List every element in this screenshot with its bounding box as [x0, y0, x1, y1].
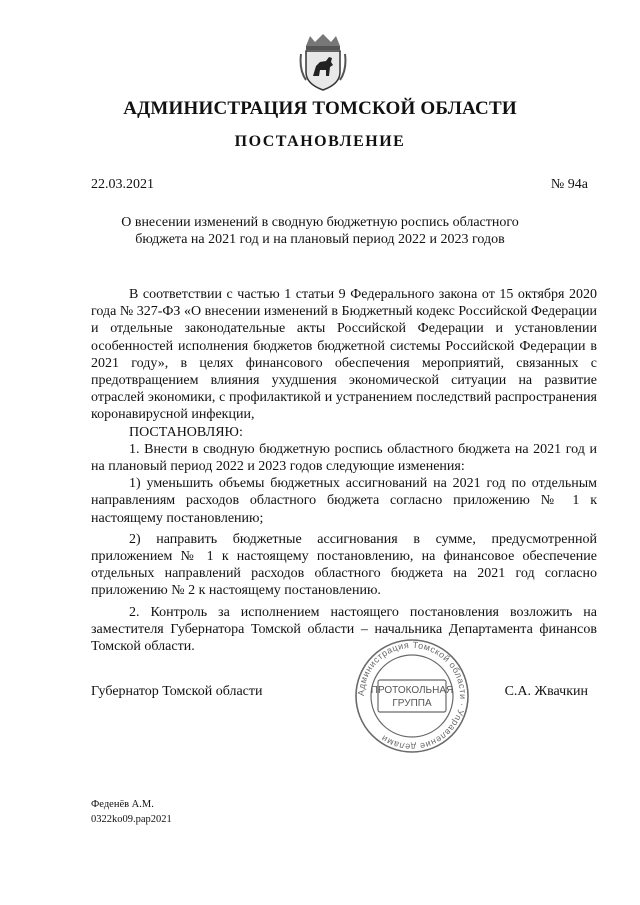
file-reference: 0322ko09.pap2021 [91, 814, 172, 825]
stamp-center-line-2: ГРУППА [392, 698, 432, 709]
official-stamp [352, 636, 472, 756]
subject-line-1: О внесении изменений в сводную бюджетную роспись областного [121, 215, 519, 230]
signatory-name: С.А. Жвачкин [504, 684, 588, 699]
author-name: Феденёв А.М. [91, 799, 154, 810]
document-number: № 94а [550, 177, 588, 192]
document-body [91, 286, 597, 655]
document-date: 22.03.2021 [91, 177, 154, 192]
item-2-paragraph: 2. Контроль за исполнением настоящего постановления возложить на заместителя Губернатора Томской области – начальника Департамента финансов Томской области. [91, 604, 597, 655]
subject-line-2: бюджета на 2021 год и на плановый период 2022 и 2023 годов [135, 232, 505, 247]
stamp-center-line-1: ПРОТОКОЛЬНАЯ [370, 685, 454, 696]
organization-name: АДМИНИСТРАЦИЯ ТОМСКОЙ ОБЛАСТИ [123, 98, 517, 119]
item-1-1-paragraph: 1) уменьшить объемы бюджетных ассигнований на 2021 год по отдельным направлениям расходов областного бюджета согласно приложению № 1 к настоящему постановлению; [91, 476, 597, 526]
stamp-ring-text: Администрация Томской области · Управление делами [355, 639, 469, 753]
item-1-2-paragraph: 2) направить бюджетные ассигнования в сумме, предусмотренной приложением № 1 к настоящему постановлению, на финансовое обеспечение отдельных направлений расходов областного бюджета на 2021 год согласно приложению № 2 к настоящему постановлению. [91, 531, 597, 599]
document-subject [100, 214, 540, 248]
document-type: ПОСТАНОВЛЕНИЕ [234, 133, 406, 150]
resolve-heading: ПОСТАНОВЛЯЮ: [129, 424, 243, 440]
preamble-paragraph: В соответствии с частью 1 статьи 9 Федерального закона от 15 октября 2020 года № 327-ФЗ «О внесении изменений в Бюджетный кодекс Российской Федерации и отдельные законодательные акты Российской Федерации и установлении особенностей исполнения бюджетов бюджетной системы Российской Федерации в 2021 году», в целях финансового обеспечения мероприятий, связанных с предотвращением влияния ухудшения экономической ситуации на развитие отраслей экономики, с профилактикой и устранением последствий распространения коронавирусной инфекции, [91, 287, 597, 423]
item-1-paragraph: 1. Внести в сводную бюджетную роспись областного бюджета на 2021 год и на плановый период 2022 и 2023 годов следующие изменения: [91, 441, 597, 475]
signatory-title: Губернатор Томской области [91, 684, 263, 699]
tomsk-coat-of-arms-icon [298, 32, 348, 92]
document-footer [91, 797, 172, 827]
